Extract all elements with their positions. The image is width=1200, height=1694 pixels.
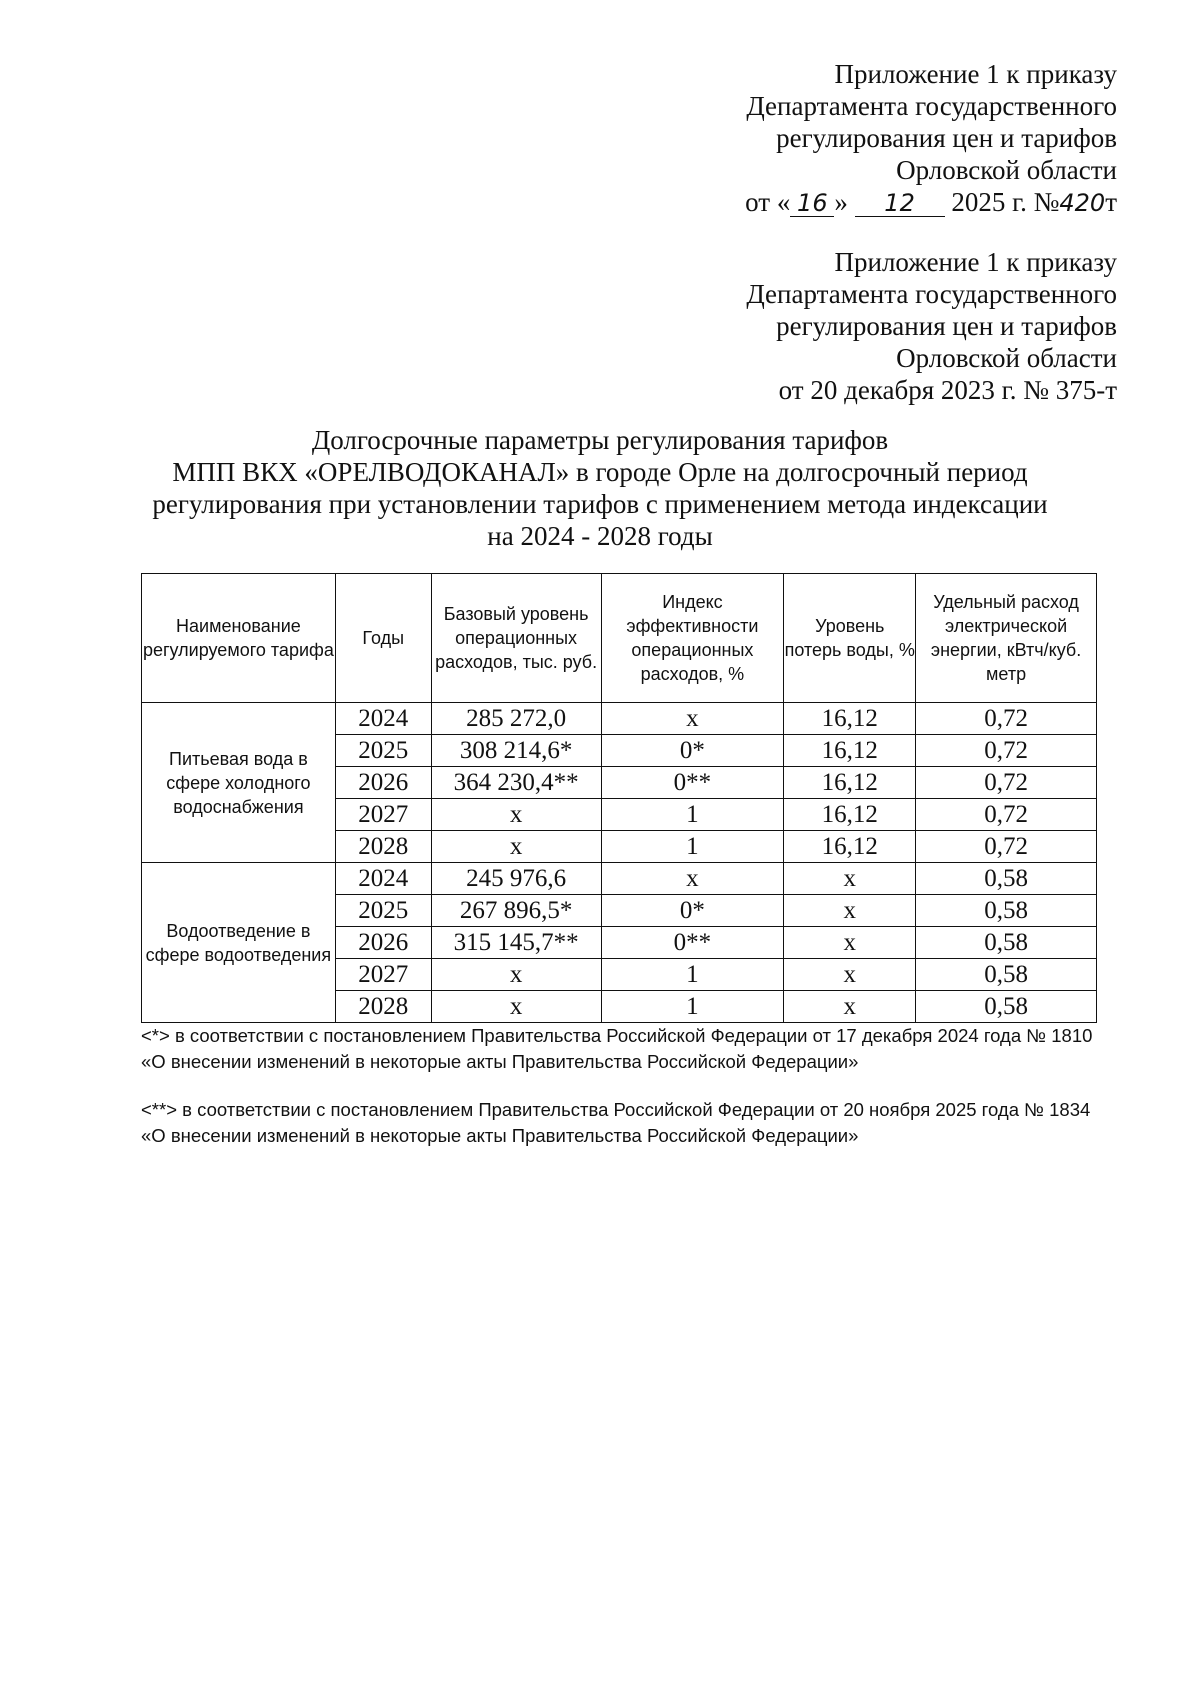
header-energy-consumption: Удельный расход электрической энергии, кВтч/куб. метр [916,574,1097,703]
header-line: Приложение 1 к приказу [834,247,1117,277]
cell: 315 145,7** [431,927,601,959]
cell: x [431,991,601,1023]
cell: 2028 [335,831,431,863]
header-line: Орловской области [896,343,1117,373]
cell: 2024 [335,863,431,895]
cell: 0,72 [916,831,1097,863]
cell: x [431,799,601,831]
cell: 0* [601,895,784,927]
cell: 1 [601,831,784,863]
original-order-header [746,246,1117,406]
header-line: Приложение 1 к приказу [834,59,1117,89]
header-efficiency-index: Индекс эффективности операционных расходов, % [601,574,784,703]
cell: 2024 [335,703,431,735]
date-quote: » [834,187,848,217]
cell: 2026 [335,767,431,799]
header-tariff-name: Наименование регулируемого тарифа [142,574,336,703]
cell: x [784,927,916,959]
parameters-table [141,573,1097,1023]
header-line: Орловской области [896,155,1117,185]
cell: x [784,991,916,1023]
cell: x [601,863,784,895]
header-line: регулирования цен и тарифов [776,311,1117,341]
header-date-line [745,186,1117,219]
cell: 364 230,4** [431,767,601,799]
footnotes [141,1023,1111,1171]
handwritten-month: 12 [855,190,945,217]
cell: 1 [601,799,784,831]
cell: 16,12 [784,735,916,767]
header-line: Департамента государственного [746,91,1117,121]
cell: 2027 [335,799,431,831]
cell: 2026 [335,927,431,959]
cell: 0,72 [916,703,1097,735]
cell: 16,12 [784,799,916,831]
table-header-row [142,574,1097,703]
handwritten-day: 16 [790,190,834,217]
footnote-1: <*> в соответствии с постановлением Правительства Российской Федерации от 17 декабря 2024 года № 1810 «О внесении изменений в некоторые акты Правительства Российской Федерации» [141,1025,1093,1072]
cell: 2025 [335,895,431,927]
title-line: регулирования при установлении тарифов с применением метода индексации [152,489,1048,519]
date-prefix: от « [745,187,791,217]
cell: 1 [601,959,784,991]
number-suffix: т [1105,187,1117,217]
header-base-opex: Базовый уровень операционных расходов, тыс. руб. [431,574,601,703]
cell: 0,72 [916,767,1097,799]
title-line: МПП ВКХ «ОРЕЛВОДОКАНАЛ» в городе Орле на долгосрочный период [172,457,1028,487]
cell: 2028 [335,991,431,1023]
cell: 16,12 [784,831,916,863]
table-row [142,863,1097,895]
cell: 245 976,6 [431,863,601,895]
current-order-header [745,58,1117,219]
cell: x [784,863,916,895]
document-title [120,424,1080,552]
cell: 0* [601,735,784,767]
cell: 0,58 [916,895,1097,927]
cell: x [601,703,784,735]
cell: 0,58 [916,863,1097,895]
cell: 0,58 [916,991,1097,1023]
footnote-2: <**> в соответствии с постановлением Правительства Российской Федерации от 20 ноября 2025 года № 1834 «О внесении изменений в некоторые акты Правительства Российской Федерации» [141,1099,1091,1146]
table-row [142,703,1097,735]
cell: 0,72 [916,735,1097,767]
cell: x [784,959,916,991]
cell: 285 272,0 [431,703,601,735]
cell: 0** [601,927,784,959]
cell: 0,72 [916,799,1097,831]
cell: 16,12 [784,767,916,799]
header-line: от 20 декабря 2023 г. № 375-т [778,375,1117,405]
title-line: на 2024 - 2028 годы [487,521,713,551]
header-line: Департамента государственного [746,279,1117,309]
date-year: 2025 г. № [951,187,1060,217]
handwritten-number: 420 [1059,189,1106,217]
header-line: регулирования цен и тарифов [776,123,1117,153]
group-name-wastewater: Водоотведение в сфере водоотведения [142,863,336,1023]
header-years: Годы [335,574,431,703]
cell: x [784,895,916,927]
cell: 0,58 [916,959,1097,991]
cell: 16,12 [784,703,916,735]
cell: 1 [601,991,784,1023]
cell: 308 214,6* [431,735,601,767]
cell: 0** [601,767,784,799]
cell: 2027 [335,959,431,991]
group-name-cold-water: Питьевая вода в сфере холодного водоснабжения [142,703,336,863]
cell: 2025 [335,735,431,767]
cell: 267 896,5* [431,895,601,927]
cell: x [431,959,601,991]
header-water-loss: Уровень потерь воды, % [784,574,916,703]
cell: x [431,831,601,863]
cell: 0,58 [916,927,1097,959]
title-line: Долгосрочные параметры регулирования тарифов [311,425,889,455]
